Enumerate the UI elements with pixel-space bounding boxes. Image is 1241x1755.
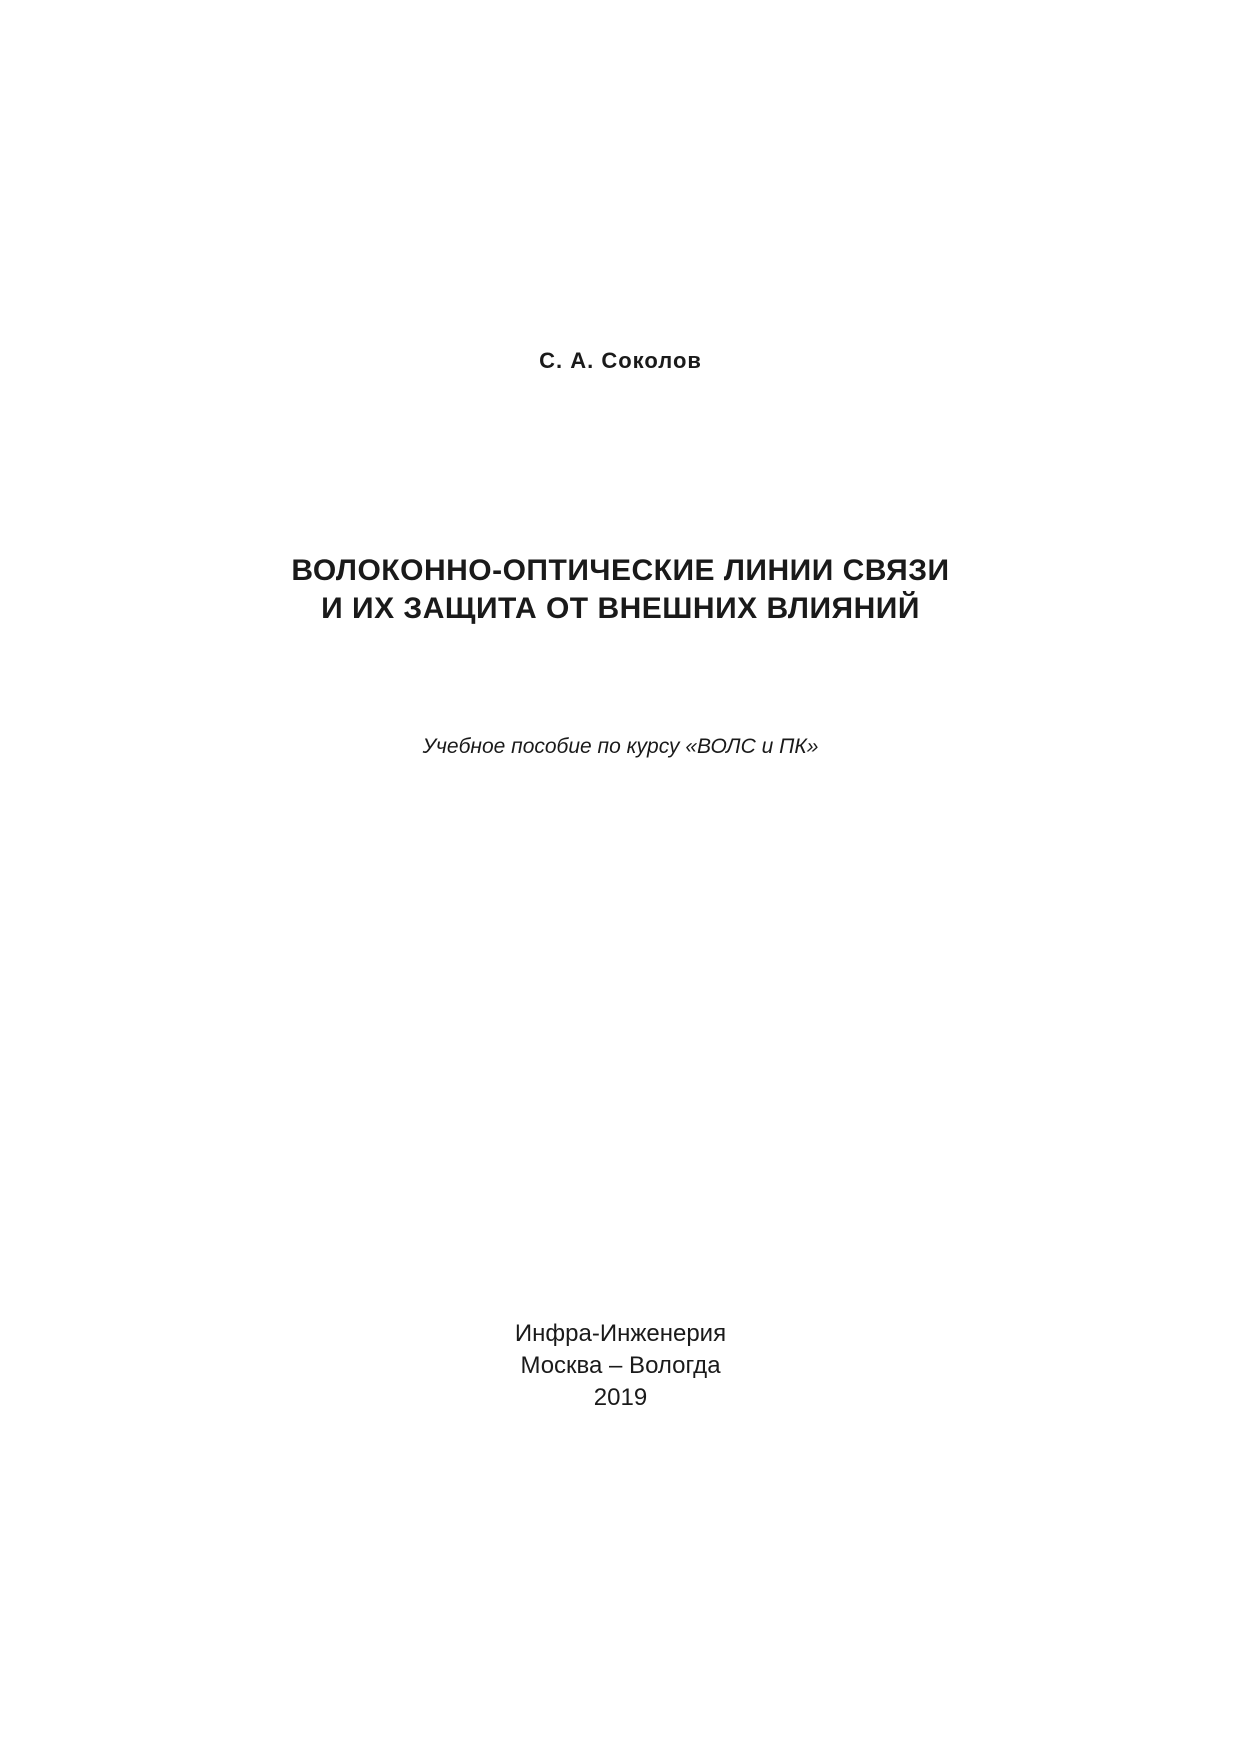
book-subtitle: Учебное пособие по курсу «ВОЛС и ПК» xyxy=(422,735,819,758)
author-name: С. А. Соколов xyxy=(539,348,702,373)
book-title-line-2: И ИХ ЗАЩИТА ОТ ВНЕШНИХ ВЛИЯНИЙ xyxy=(321,592,920,625)
book-title-line-1: ВОЛОКОННО-ОПТИЧЕСКИЕ ЛИНИИ СВЯЗИ xyxy=(291,554,950,587)
imprint xyxy=(0,1318,1241,1414)
publisher-name: Инфра-Инженерия xyxy=(514,1320,727,1347)
publication-year: 2019 xyxy=(593,1384,648,1411)
publication-cities: Москва – Вологда xyxy=(520,1352,721,1379)
book-title xyxy=(0,552,1241,628)
